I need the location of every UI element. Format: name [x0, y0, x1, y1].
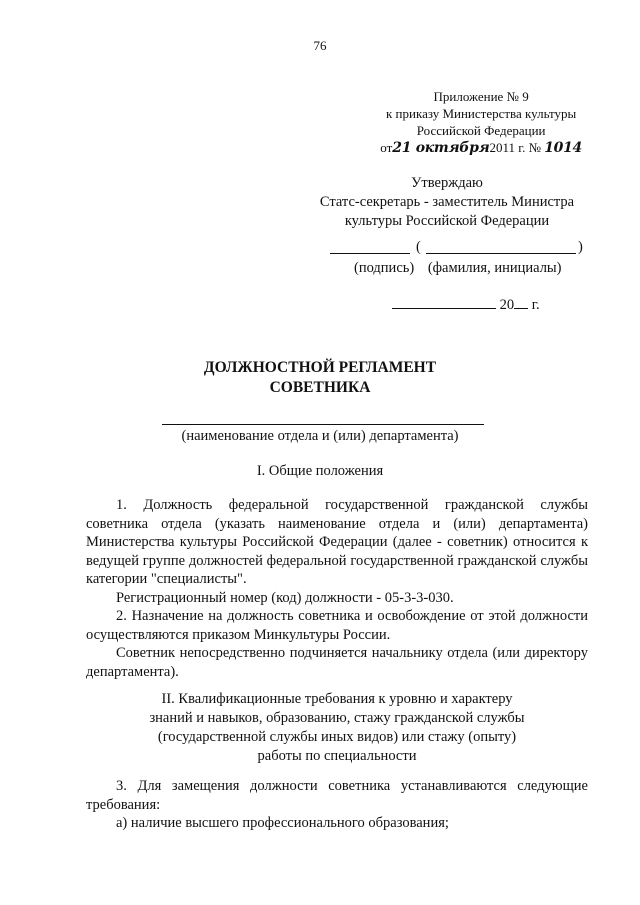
date-blank	[392, 296, 496, 309]
date-suffix: г.	[531, 297, 540, 313]
page-number: 76	[313, 38, 327, 53]
signature-captions	[354, 260, 562, 277]
date-year: 20	[499, 297, 515, 313]
appendix-line: Российской Федерации	[416, 123, 546, 138]
heading-line: работы по специальности	[257, 748, 417, 764]
name-caption: (фамилия, инициалы)	[427, 260, 562, 276]
paragraph: 2. Назначение на должность советника и освобождение от этой должности осуществляются приказом Минкультуры России.	[86, 608, 588, 643]
name-blank	[426, 253, 576, 254]
approval-block	[312, 174, 582, 231]
heading-line: знаний и навыков, образованию, стажу гражданской службы	[149, 710, 525, 726]
title-line: ДОЛЖНОСТНОЙ РЕГЛАМЕНТ	[203, 359, 437, 376]
department-blank	[162, 424, 484, 425]
heading-line: (государственной службы иных видов) или стажу (опыту)	[157, 729, 517, 745]
year-blank	[514, 296, 528, 309]
approval-date-line	[392, 296, 540, 314]
handwritten-date: 21 октября	[392, 140, 490, 156]
appendix-block	[380, 88, 582, 157]
paragraph: а) наличие высшего профессионального образования;	[116, 815, 449, 831]
appendix-line: Приложение № 9	[433, 89, 529, 104]
handwritten-number: 1014	[544, 140, 582, 156]
paragraph: 3. Для замещения должности советника устанавливаются следующие требования:	[86, 778, 588, 813]
section-heading	[86, 690, 588, 766]
paren-close: )	[578, 239, 583, 255]
appendix-date-line	[380, 139, 582, 157]
date-prefix: от	[380, 140, 393, 155]
signature-caption: (подпись)	[354, 260, 415, 276]
section-heading: I. Общие положения	[256, 463, 384, 479]
paragraph: Регистрационный номер (код) должности - 05-3-3-030.	[116, 589, 454, 606]
title-line: СОВЕТНИКА	[269, 379, 371, 396]
document-title	[0, 358, 640, 398]
signature-blank	[330, 253, 410, 254]
paragraph: Советник непосредственно подчиняется начальнику отдела (или директору департамента).	[86, 645, 588, 680]
paren-open: (	[416, 239, 421, 255]
section-body	[86, 496, 588, 681]
approval-heading: Утверждаю	[411, 175, 483, 191]
approval-line: Статс-секретарь - заместитель Министра	[319, 194, 575, 210]
appendix-line: к приказу Министерства культуры	[385, 106, 577, 121]
year-text: 2011 г. №	[489, 140, 541, 155]
department-caption: (наименование отдела и (или) департамента)	[181, 428, 459, 444]
heading-line: II. Квалификационные требования к уровню и характеру	[161, 691, 513, 707]
approval-line: культуры Российской Федерации	[344, 213, 550, 229]
section-body	[86, 777, 588, 833]
signature-line	[330, 238, 585, 257]
paragraph: 1. Должность федеральной государственной гражданской службы советника отдела (указать наименование отдела и (или) департамента) Министерства культуры Российской Федерации (далее - советник) относится к ведущей группе должностей федеральной государственной гражданской службы категории "специалисты".	[86, 497, 588, 587]
